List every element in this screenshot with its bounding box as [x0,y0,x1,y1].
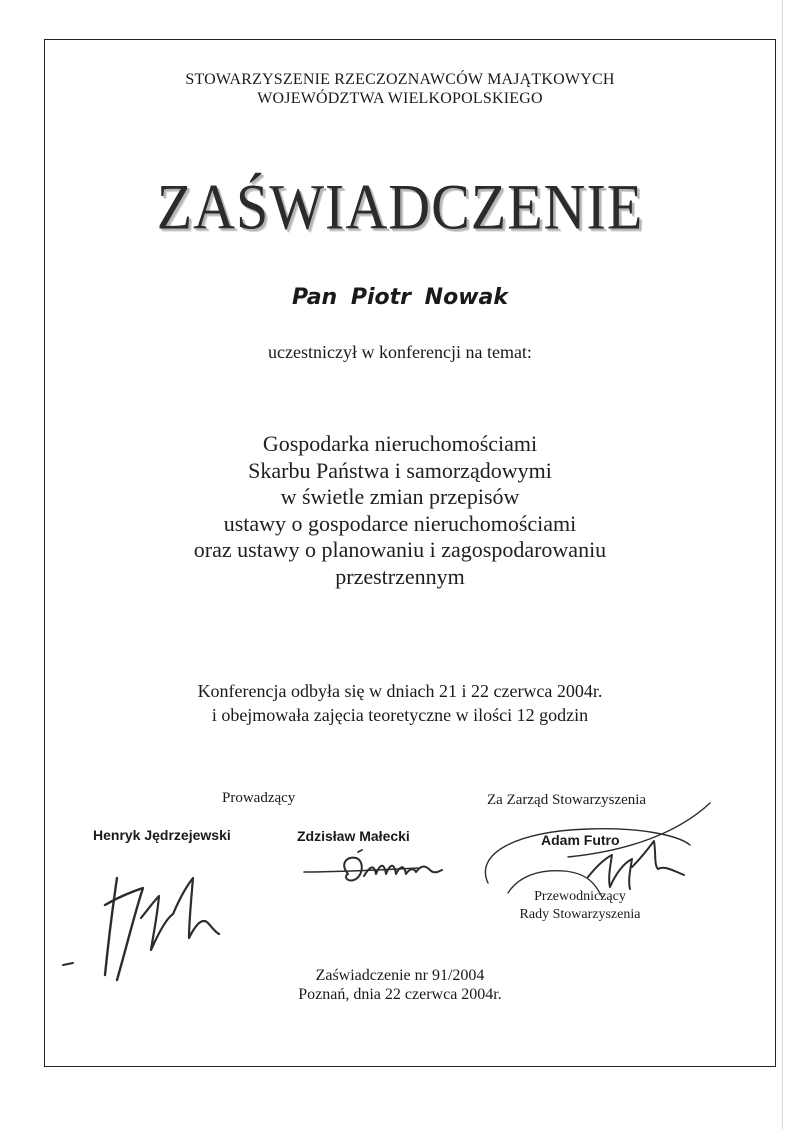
chair-role-line-1: Przewodniczący [534,889,626,904]
chair-role-line-2: Rady Stowarzyszenia [519,907,641,922]
recipient-name: Pan Piotr Nowak [291,285,508,310]
topic-line: przestrzennym [335,563,465,589]
topic-line: Gospodarka nieruchomościami [262,431,538,456]
leader-2-signature [300,846,450,896]
chair-name: Adam Futro [541,832,620,848]
organization-line-2: WOJEWÓDZTWA WIELKOPOLSKIEGO [257,90,543,107]
place-and-date: Poznań, dnia 22 czerwca 2004r. [298,986,502,1003]
conference-hours: i obejmowała zajęcia teoretyczne w ilości 12 godzin [211,705,589,725]
conference-details [0,679,800,727]
chair-signature [478,793,718,923]
intro-text: uczestniczył w konferencji na temat: [268,342,532,362]
topic-line: w świetle zmian przepisów [280,484,520,509]
certificate-title: ZAŚWIADCZENIE [156,170,644,243]
leaders-label: Prowadzący [222,790,296,806]
certificate-number: Zaświadczenie nr 91/2004 [315,967,485,984]
topic-line: ustawy o gospodarce nieruchomościami [223,510,577,536]
topic-line: oraz ustawy o planowaniu i zagospodarowaniu [193,537,607,562]
organization-line-1: STOWARZYSZENIE RZECZOZNAWCÓW MAJĄTKOWYCH [185,71,615,88]
board-label: Za Zarząd Stowarzyszenia [487,792,647,808]
leader-2-name: Zdzisław Małecki [297,828,410,844]
topic-line: Skarbu Państwa i samorządowymi [248,457,552,483]
organization-header [0,70,800,108]
conference-topic [0,431,800,590]
leader-1-name: Henryk Jędrzejewski [93,827,231,843]
conference-dates: Konferencja odbyła się w dniach 21 i 22 czerwca 2004r. [197,681,603,701]
certificate-footer [0,966,800,1004]
